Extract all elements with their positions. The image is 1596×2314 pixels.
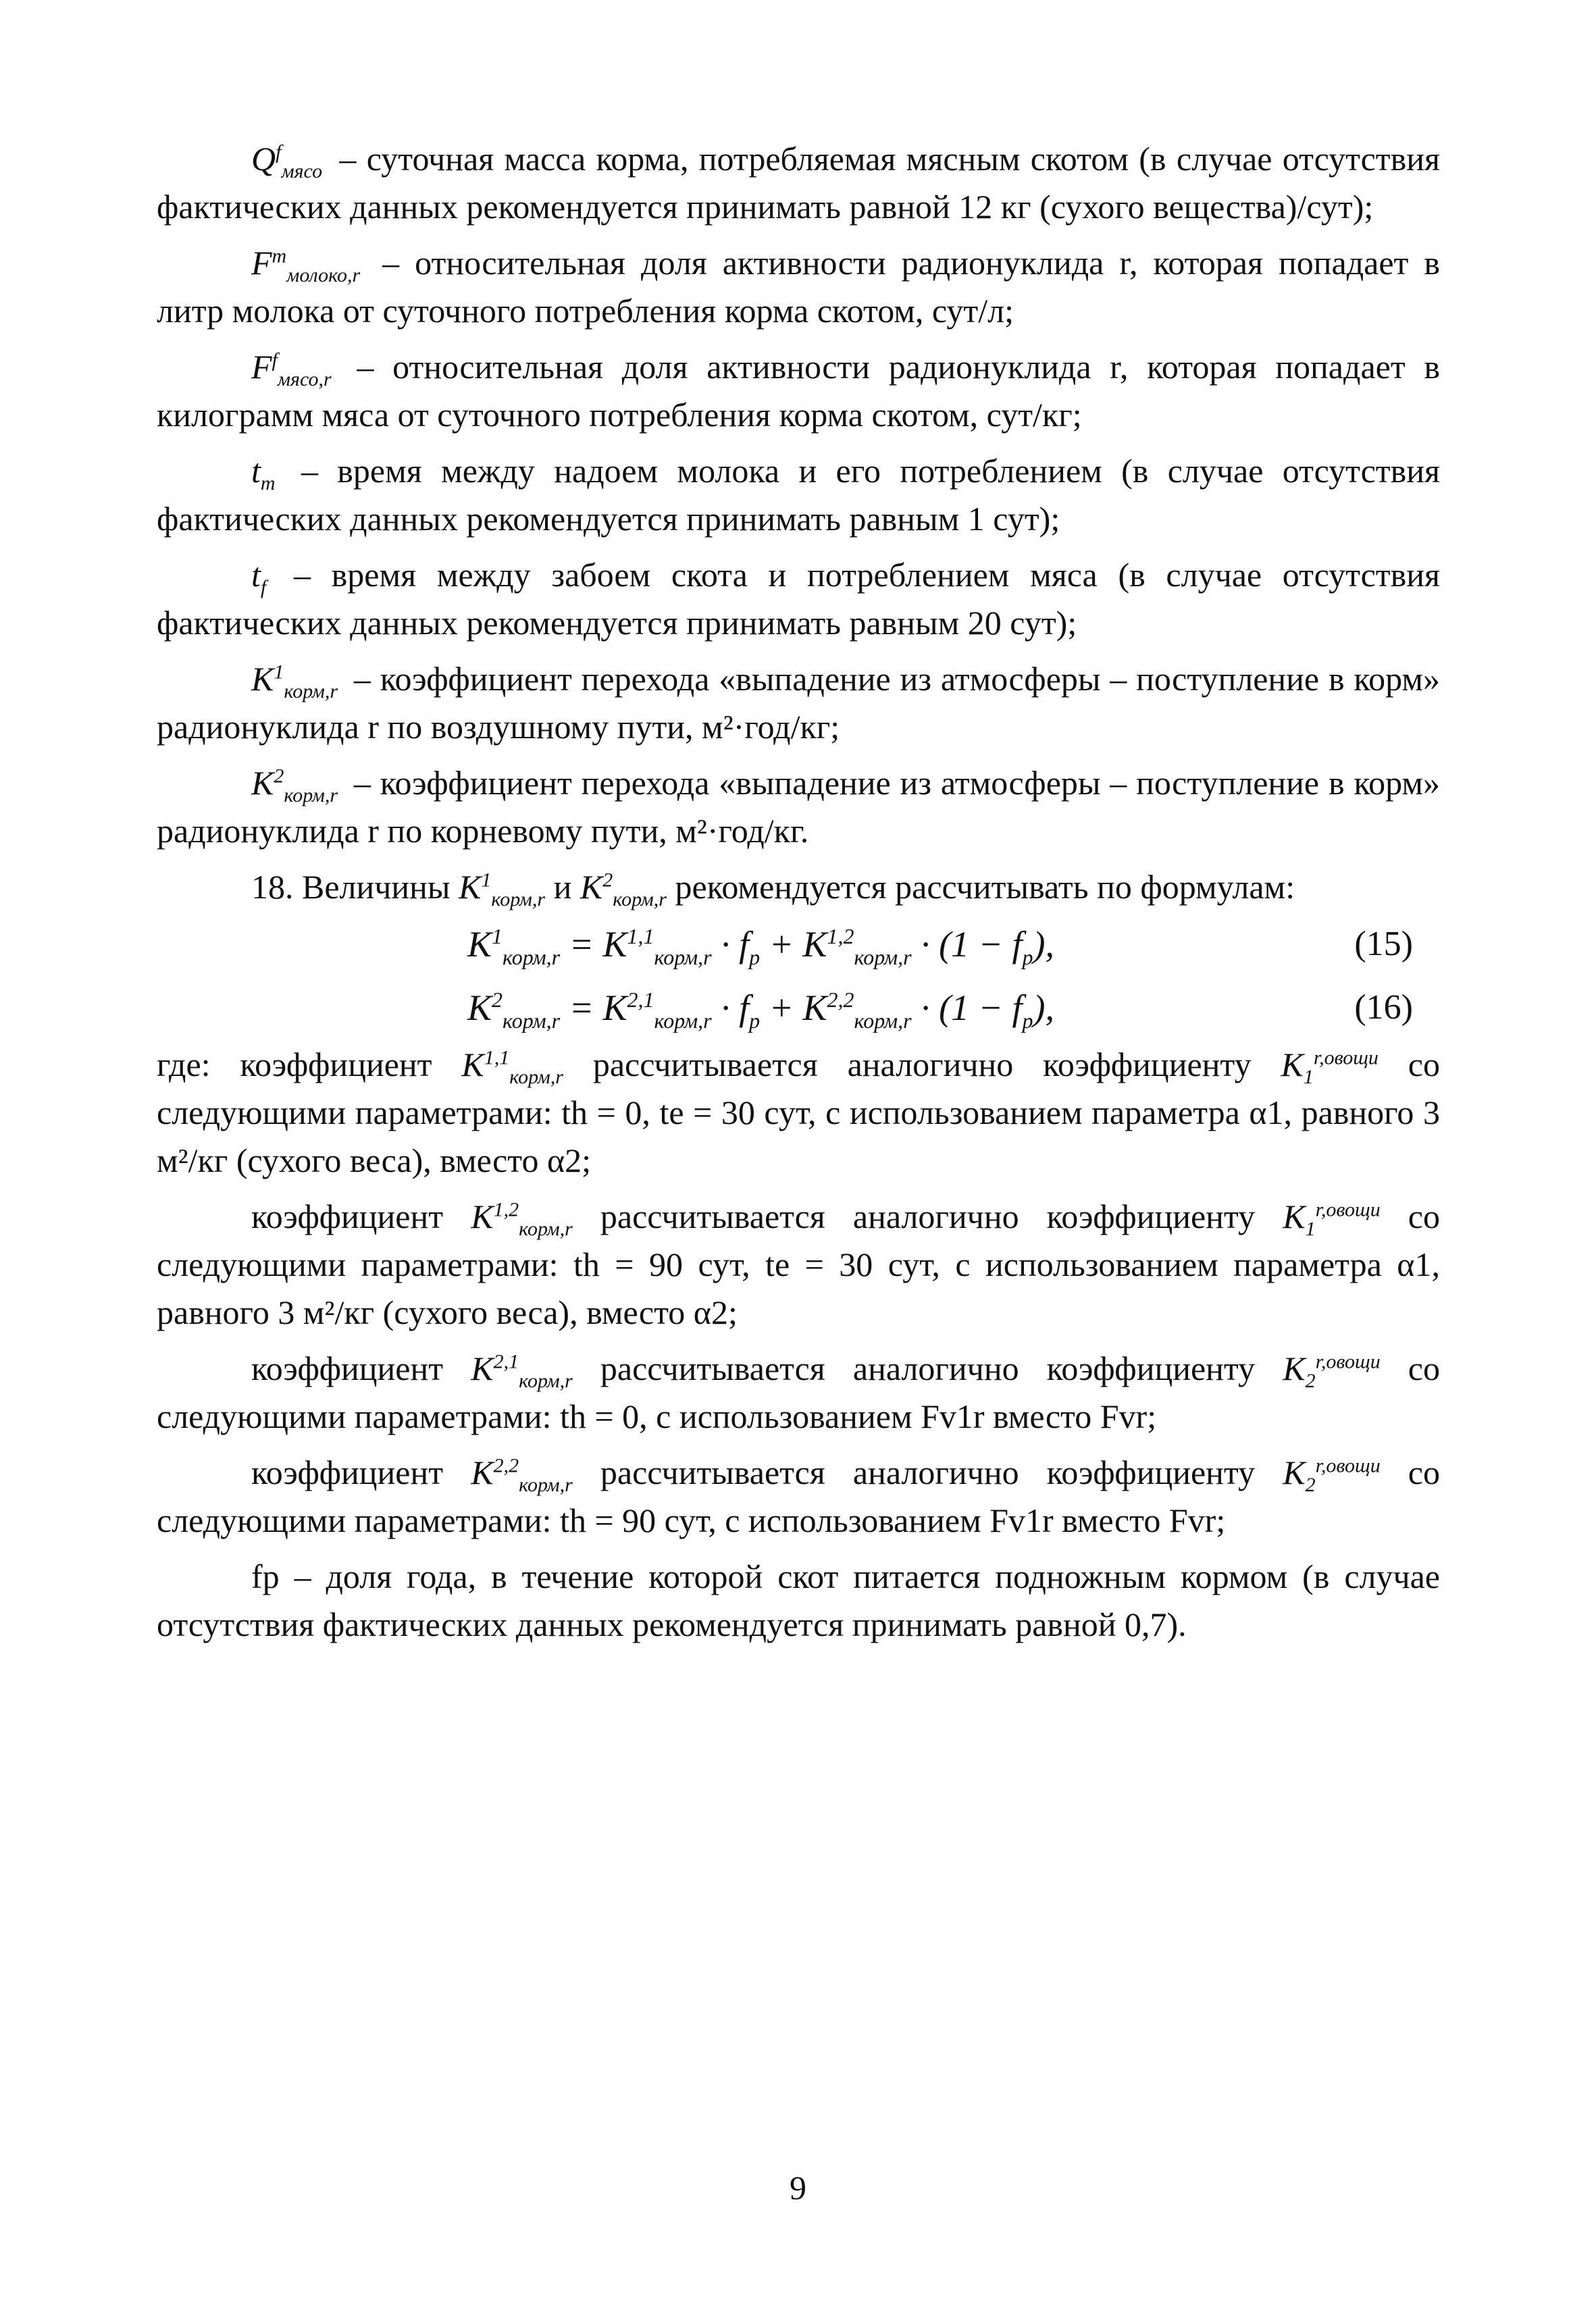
symbol-f-meat-base: F xyxy=(251,348,272,386)
where-k12 xyxy=(157,1193,1440,1337)
where-k21-mid: рассчитывается аналогично коэффициенту xyxy=(600,1349,1256,1387)
symbol-f-milk-sub: молоко,r xyxy=(286,264,361,286)
formula-16-number: (16) xyxy=(1354,988,1413,1027)
formula-15: $K^1_{корм,r} = K^{1,1}_{корм,r} \cdot f_p + K^{1,2}_{корм,r} \cdot (1 - f_p)$, xyxy=(467,924,1054,969)
symbol-q-meat-sub: мясо xyxy=(281,160,323,182)
where-k11 xyxy=(157,1041,1440,1185)
where-k22-lead: коэффициент xyxy=(251,1454,444,1491)
symbol-q-meat xyxy=(251,135,322,183)
definition-t-milk-text: – время между надоем молока и его потреблением (в случае отсутствия фактических данных рекомендуется принимать равным 1 сут); xyxy=(157,452,1440,538)
symbol-k2-inline: $K^2_{корм,r}$ xyxy=(580,868,667,910)
symbol-f-milk-sup: m xyxy=(272,245,287,267)
symbol-t-milk-base: t xyxy=(251,452,261,490)
where-fp-text: fp – доля года, в течение которой скот питается подножным кормом (в случае отсутствия фактических данных рекомендуется принимать равной 0,7). xyxy=(157,1558,1440,1643)
symbol-k1-feed-sup: 1 xyxy=(274,661,284,684)
definition-t-milk xyxy=(157,447,1440,543)
formula-16: $K^2_{корм,r} = K^{2,1}_{корм,r} \cdot f_p + K^{2,2}_{корм,r} \cdot (1 - f_p)$, xyxy=(467,987,1054,1033)
symbol-k2-feed-base: K xyxy=(251,764,274,802)
where-k11-mid: рассчитывается аналогично коэффициенту xyxy=(592,1046,1252,1083)
paragraph-18-and: и xyxy=(553,868,572,906)
symbol-k1-feed-sub: корм,r xyxy=(284,680,338,702)
definition-k2-feed-text: – коэффициент перехода «выпадение из атмосферы – поступление в корм» радионуклида r по корневому пути, м²·год/кг. xyxy=(157,764,1441,850)
symbol-k2-feed-sub: корм,r xyxy=(284,784,338,806)
definition-q-meat xyxy=(157,135,1440,231)
where-k22-tail: со следующими параметрами: th = 90 сут, с использованием Fv1r вместо Fvr; xyxy=(157,1454,1440,1539)
definition-f-milk xyxy=(157,239,1440,335)
symbol-k2-feed-sup: 2 xyxy=(274,765,284,788)
definition-k1-feed xyxy=(157,655,1440,751)
paragraph-18-lead: 18. Величины xyxy=(251,868,451,906)
where-k12-mid: рассчитывается аналогично коэффициенту xyxy=(600,1198,1256,1235)
symbol-f-milk-base: F xyxy=(251,244,272,282)
symbol-k2-vegetables-2: $K_2^{r,овощи}$ xyxy=(1283,1454,1381,1496)
symbol-k1-inline: $K^1_{корм,r}$ xyxy=(459,868,546,910)
where-k22-mid: рассчитывается аналогично коэффициенту xyxy=(600,1454,1256,1491)
where-k11-tail: со следующими параметрами: th = 0, te = 30 сут, с использованием параметра α1, равного 3 м²/кг (сухого веса), вместо α2; xyxy=(157,1046,1440,1179)
body-text xyxy=(157,135,1440,1649)
symbol-t-milk xyxy=(251,447,276,495)
symbol-k1-feed xyxy=(251,655,338,703)
definition-t-meat xyxy=(157,551,1440,647)
definition-t-meat-text: – время между забоем скота и потреблением мяса (в случае отсутствия фактических данных рекомендуется принимать равным 20 сут); xyxy=(157,556,1441,642)
symbol-f-meat-sub: мясо,r xyxy=(277,368,332,390)
formula-15-number: (15) xyxy=(1354,925,1413,963)
where-k11-lead: где: коэффициент xyxy=(157,1046,432,1083)
definition-f-meat xyxy=(157,343,1440,439)
symbol-t-meat-sub: f xyxy=(260,576,267,598)
symbol-k12: K$^{1,2}_{корм,r}$ xyxy=(471,1198,573,1240)
definition-k2-feed xyxy=(157,759,1440,855)
symbol-k22: K$^{2,2}_{корм,r}$ xyxy=(471,1454,573,1496)
symbol-f-meat-sup: f xyxy=(272,349,278,371)
symbol-f-meat xyxy=(251,343,332,391)
definition-q-meat-text: – суточная масса корма, потребляемая мясным скотом (в случае отсутствия фактических данных рекомендуется принимать равной 12 кг (сухого вещества)/сут); xyxy=(157,140,1440,226)
symbol-k21: K$^{2,1}_{корм,r}$ xyxy=(471,1349,573,1392)
symbol-k2-feed xyxy=(251,759,338,807)
symbol-t-milk-sub: m xyxy=(260,472,276,494)
symbol-t-meat-base: t xyxy=(251,556,261,594)
definition-f-milk-text: – относительная доля активности радионуклида r, которая попадает в литр молока от суточного потребления корма скотом, сут/л; xyxy=(157,244,1440,330)
where-k12-tail: со следующими параметрами: th = 90 сут, te = 30 сут, с использованием параметра α1, равного 3 м²/кг (сухого веса), вместо α2; xyxy=(157,1198,1440,1331)
symbol-k1-feed-base: K xyxy=(251,660,274,698)
formula-16-row xyxy=(157,977,1440,1038)
definition-f-meat-text: – относительная доля активности радионуклида r, которая попадает в килограмм мяса от суточного потребления корма скотом, сут/кг; xyxy=(157,348,1440,434)
definition-k1-feed-text: – коэффициент перехода «выпадение из атмосферы – поступление в корм» радионуклида r по воздушному пути, м²·год/кг; xyxy=(157,660,1441,746)
symbol-k1-vegetables: $K_1^{r,овощи}$ xyxy=(1281,1046,1379,1088)
where-k21 xyxy=(157,1345,1440,1441)
where-k12-lead: коэффициент xyxy=(251,1198,444,1235)
symbol-f-milk xyxy=(251,239,360,287)
paragraph-18 xyxy=(157,863,1440,911)
symbol-k1-vegetables-2: $K_1^{r,овощи}$ xyxy=(1283,1198,1381,1240)
paragraph-18-tail: рекомендуется рассчитывать по формулам: xyxy=(675,868,1295,906)
page-number: 9 xyxy=(790,2169,806,2207)
formula-15-row xyxy=(157,914,1440,975)
symbol-k2-vegetables: $K_2^{r,овощи}$ xyxy=(1283,1349,1381,1392)
where-k22 xyxy=(157,1449,1440,1545)
symbol-q-meat-base: Q xyxy=(251,140,276,178)
where-k21-lead: коэффициент xyxy=(251,1349,444,1387)
symbol-q-meat-sup: f xyxy=(276,140,282,163)
symbol-t-meat xyxy=(251,551,266,599)
symbol-k11: K$^{1,1}_{корм,r}$ xyxy=(461,1046,563,1088)
where-fp xyxy=(157,1553,1440,1649)
where-k21-tail: со следующими параметрами: th = 0, с использованием Fv1r вместо Fvr; xyxy=(157,1349,1440,1435)
